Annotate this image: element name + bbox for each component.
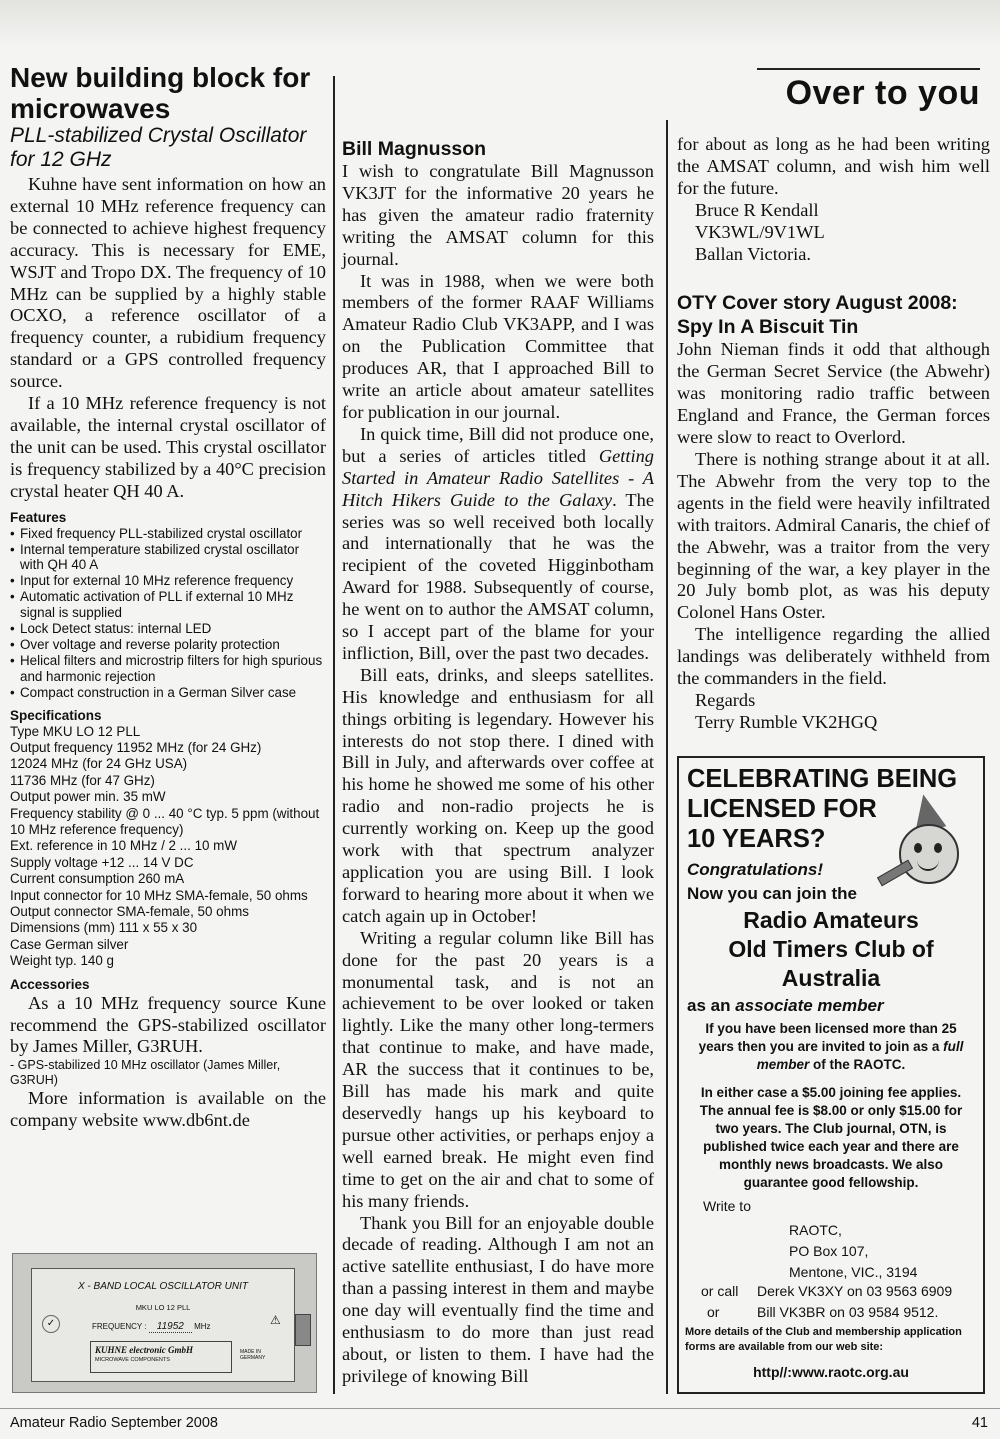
ad-or-label: or bbox=[707, 1304, 720, 1320]
list-item: • Compact construction in a German Silver case bbox=[10, 685, 326, 701]
ad-club-name bbox=[679, 906, 983, 993]
signature-line: Regards bbox=[695, 689, 756, 710]
accessories-heading: Accessories bbox=[10, 976, 90, 992]
club-name-line: Radio Amateurs bbox=[743, 907, 919, 933]
associate-member: associate member bbox=[735, 996, 884, 1015]
column-letters-continued bbox=[677, 134, 990, 734]
list-item: • Helical filters and microstrip filters for high spurious and harmonic rejection bbox=[10, 653, 326, 685]
ad-or-call-label: or call bbox=[701, 1283, 739, 1299]
page-number: 41 bbox=[971, 1415, 988, 1431]
list-item: • Over voltage and reverse polarity protection bbox=[10, 637, 326, 653]
text-run: of the RAOTC. bbox=[809, 1057, 906, 1072]
specifications-list bbox=[10, 724, 326, 970]
spec-line: Output power min. 35 mW bbox=[10, 789, 166, 805]
text-run: In quick time, Bill did not produce one, but a series of articles titled bbox=[342, 423, 654, 466]
ad-fees-paragraph: In either case a $5.00 joining fee applies. The annual fee is $8.00 or only $15.00 for two years. The Club journal, OTN, is published twice each year and there are monthly news broadcasts. We also guarantee good fellowship. bbox=[699, 1085, 963, 1190]
unit-title: X - BAND LOCAL OSCILLATOR UNIT bbox=[77, 1281, 249, 1292]
frequency-value: 11952 bbox=[149, 1321, 192, 1333]
ad-join-line: Now you can join the bbox=[687, 884, 858, 903]
paragraph bbox=[342, 424, 654, 665]
section-header bbox=[757, 68, 980, 116]
frequency-label: FREQUENCY : bbox=[92, 1322, 147, 1331]
paragraph: John Nieman finds it odd that although the German Secret Service (the Abwehr) was monitoring radio traffic between England and France, the German forces were slow to react to Overlord. bbox=[677, 339, 990, 448]
text-run: as an bbox=[687, 996, 736, 1015]
spec-line: 12024 MHz (for 24 GHz USA) bbox=[10, 756, 188, 772]
paragraph: If a 10 MHz reference frequency is not available, the internal crystal oscillator of the unit can be used. This crystal oscillator is frequency stabilized by a 40°C precision crystal heater QH 40 A. bbox=[10, 393, 326, 501]
paragraph: Thank you Bill for an enjoyable double decade of reading. Although I am not an active satellite enthusiast, I do have more than a passing interest in them and maybe one day will eventually find the time and enthusiasm to do more than just read about, or listen to them. I have had the privilege of knowing Bill bbox=[342, 1212, 654, 1386]
spec-line: Case German silver bbox=[10, 936, 129, 952]
specifications-heading: Specifications bbox=[10, 707, 102, 723]
paragraph: More information is available on the company website www.db6nt.de bbox=[10, 1088, 326, 1131]
ad-full-member-paragraph bbox=[687, 1020, 975, 1074]
paragraph: As a 10 MHz frequency source Kune recommend the GPS-stabilized oscillator by James Miller, G3RUH. bbox=[10, 992, 326, 1057]
ad-headline-line: LICENSED FOR bbox=[687, 795, 877, 823]
ad-phone-derek: Derek VK3XY on 03 9563 6909 bbox=[757, 1283, 953, 1299]
brand-subtitle: MICROWAVE COMPONENTS bbox=[95, 1357, 170, 1363]
ad-headline-line: CELEBRATING BEING bbox=[687, 765, 958, 793]
party-face-icon bbox=[887, 788, 979, 898]
connector-icon bbox=[295, 1314, 311, 1346]
paragraph: There is nothing strange about it at all. The Abwehr from the very top to the agents in the field were heavily infiltrated with traitors. Admiral Canaris, the chief of the Abwehr, was a traitor from the very beginning of the war, a key player in the 20 July bomb plot, as was his deputy Colonel Hans Oster. bbox=[677, 448, 990, 623]
full-member: full member bbox=[756, 1039, 964, 1072]
face-icon bbox=[899, 824, 959, 884]
club-name-line: Old Timers Club of bbox=[728, 936, 934, 962]
section-title: Over to you bbox=[785, 74, 980, 112]
signature-line: Ballan Victoria. bbox=[695, 243, 812, 264]
list-item: • Lock Detect status: internal LED bbox=[10, 621, 326, 637]
raotc-advertisement bbox=[677, 756, 985, 1394]
signature-line: Terry Rumble VK2HGQ bbox=[695, 711, 878, 732]
spec-line: Output connector SMA-female, 50 ohms bbox=[10, 904, 249, 920]
features-list bbox=[10, 526, 326, 701]
column-kuhne-article bbox=[10, 62, 326, 1132]
footer-publication: Amateur Radio September 2008 bbox=[10, 1415, 218, 1431]
spec-line: Weight typ. 140 g bbox=[10, 953, 114, 969]
frequency-unit: MHz bbox=[194, 1322, 211, 1331]
accessory-note: - GPS-stabilized 10 MHz oscillator (James Miller, G3RUH) bbox=[10, 1058, 281, 1088]
features-heading: Features bbox=[10, 509, 67, 525]
footer-rule bbox=[0, 1408, 1000, 1409]
ad-associate-line bbox=[687, 996, 884, 1016]
letter-heading: Bill Magnusson bbox=[342, 138, 487, 160]
spec-line: Current consumption 260 mA bbox=[10, 871, 185, 887]
signature-line: VK3WL/9V1WL bbox=[695, 221, 825, 242]
spec-line: Ext. reference in 10 MHz / 2 ... 10 mW bbox=[10, 838, 237, 854]
text-run: . The series was so well received both locally and internationally that he was the recipient of the coveted Higginbotham Award for 1988. Subsequently of course, he went on to author the AMSAT column, so I accept part of the blame for your infliction, Bill, over the past two decades. bbox=[342, 489, 654, 663]
page-top-edge bbox=[0, 0, 1000, 48]
spec-line: Dimensions (mm) 111 x 55 x 30 bbox=[10, 920, 198, 936]
spec-line: Supply voltage +12 ... 14 V DC bbox=[10, 854, 194, 870]
paragraph: I wish to congratulate Bill Magnusson VK3JT for the informative 20 years he has given the amateur radio fraternity writing the AMSAT column for this journal. bbox=[342, 161, 654, 269]
text-run: If you have been licensed more than 25 years then you are invited to join as a bbox=[698, 1021, 957, 1054]
column-rule-2 bbox=[666, 120, 668, 1394]
spec-line: Input connector for 10 MHz SMA-female, 50 ohms bbox=[10, 887, 308, 903]
brand-block bbox=[90, 1341, 232, 1373]
list-item: • Internal temperature stabilized crystal oscillator with QH 40 A bbox=[10, 542, 326, 574]
signature-line: Bruce R Kendall bbox=[695, 199, 819, 220]
letter-heading: OTY Cover story August 2008: Spy In A Biscuit Tin bbox=[677, 292, 958, 339]
series-title: Getting Started in Amateur Radio Satellites - A Hitch Hikers Guide to the Galaxy bbox=[342, 445, 654, 510]
paragraph: for about as long as he had been writing the AMSAT column, and wish him well for the future. bbox=[677, 134, 990, 198]
ad-website: http//:www.raotc.org.au bbox=[753, 1364, 909, 1380]
spec-line: Type MKU LO 12 PLL bbox=[10, 723, 141, 739]
brand-name: KUHNE electronic GmbH bbox=[95, 1345, 193, 1355]
ad-write-to: Write to bbox=[703, 1198, 751, 1214]
column-rule-1 bbox=[333, 76, 335, 1394]
ad-congratulations: Congratulations! bbox=[687, 860, 823, 879]
paragraph: The intelligence regarding the allied landings was deliberately withheld from the commanders in the field. bbox=[677, 624, 990, 689]
spec-line: Output frequency 11952 MHz (for 24 GHz) bbox=[10, 739, 262, 755]
paragraph: It was in 1988, when we were both members of the former RAAF Williams Amateur Radio Club VK3APP, and I was on the Publication Committee that produces AR, that I approached Bill to write an article about amateur satellites for publication in our journal. bbox=[342, 270, 654, 422]
product-photo bbox=[12, 1253, 317, 1393]
made-in-label: MADE IN GERMANY bbox=[240, 1349, 266, 1361]
list-item: • Automatic activation of PLL if external 10 MHz signal is supplied bbox=[10, 589, 326, 621]
list-item: • Input for external 10 MHz reference frequency bbox=[10, 573, 326, 589]
warning-icon: ⚠ bbox=[270, 1313, 281, 1327]
unit-frequency-row bbox=[92, 1321, 211, 1332]
article-headline: New building block for microwaves bbox=[10, 62, 311, 124]
oscillator-unit-label-plate bbox=[31, 1268, 295, 1382]
paragraph: Bill eats, drinks, and sleeps satellites. His knowledge and enthusiasm for all things orbiting is legendary. However his interests do not stop there. I dined with Bill in July, and afterwards over coffee at his home he showed me some of his other radio and non-radio projects he is currently working on. Keep up the good work with that spectrum analyzer application you are using Bill. I look forward to hearing more about it when we catch again up in October! bbox=[342, 664, 654, 926]
column-bill-magnusson-letter bbox=[342, 137, 654, 1388]
ad-more-details: More details of the Club and membership application forms are available from our web site: bbox=[685, 1326, 962, 1353]
spec-line: 11736 MHz (for 47 GHz) bbox=[10, 772, 155, 788]
check-mark-icon: ✓ bbox=[42, 1315, 60, 1333]
paragraph: Writing a regular column like Bill has done for the past 20 years is a monumental task, and is not an achievement to be over looked or taken lightly. Like the many other long-termers that continue to make, and have made, AR the success that it continues to be, Bill has made his mark and quite deservedly hangs up his keyboard to pursue other activities, or perhaps enjoy a well earned break. He might even find time to get on the air and chat to some of his many friends. bbox=[342, 927, 654, 1211]
address-line: RAOTC, bbox=[789, 1222, 842, 1238]
address-line: PO Box 107, bbox=[789, 1243, 869, 1259]
spec-line: Frequency stability @ 0 ... 40 °C typ. 5 ppm (without 10 MHz reference frequency) bbox=[10, 805, 320, 837]
article-subheadline: PLL-stabilized Crystal Oscillator for 12 GHz bbox=[10, 124, 307, 171]
ad-headline-line: 10 YEARS? bbox=[687, 825, 826, 853]
paragraph: Kuhne have sent information on how an external 10 MHz reference frequency can be connected to achieve highest frequency accuracy. This is necessary for EME, WSJT and Tropo DX. The frequency of 10 MHz can be supplied by a highly stable OCXO, a reference oscillator of a frequency counter, a rubidium frequency standard or a GPS controlled frequency source. bbox=[10, 174, 326, 392]
address-line: Mentone, VIC., 3194 bbox=[789, 1264, 918, 1280]
club-name-line: Australia bbox=[781, 965, 881, 991]
unit-model: MKU LO 12 PLL bbox=[135, 1303, 191, 1312]
list-item: • Fixed frequency PLL-stabilized crystal oscillator bbox=[10, 526, 326, 542]
ad-phone-bill: Bill VK3BR on 03 9584 9512. bbox=[757, 1304, 939, 1320]
ad-address bbox=[789, 1220, 917, 1283]
